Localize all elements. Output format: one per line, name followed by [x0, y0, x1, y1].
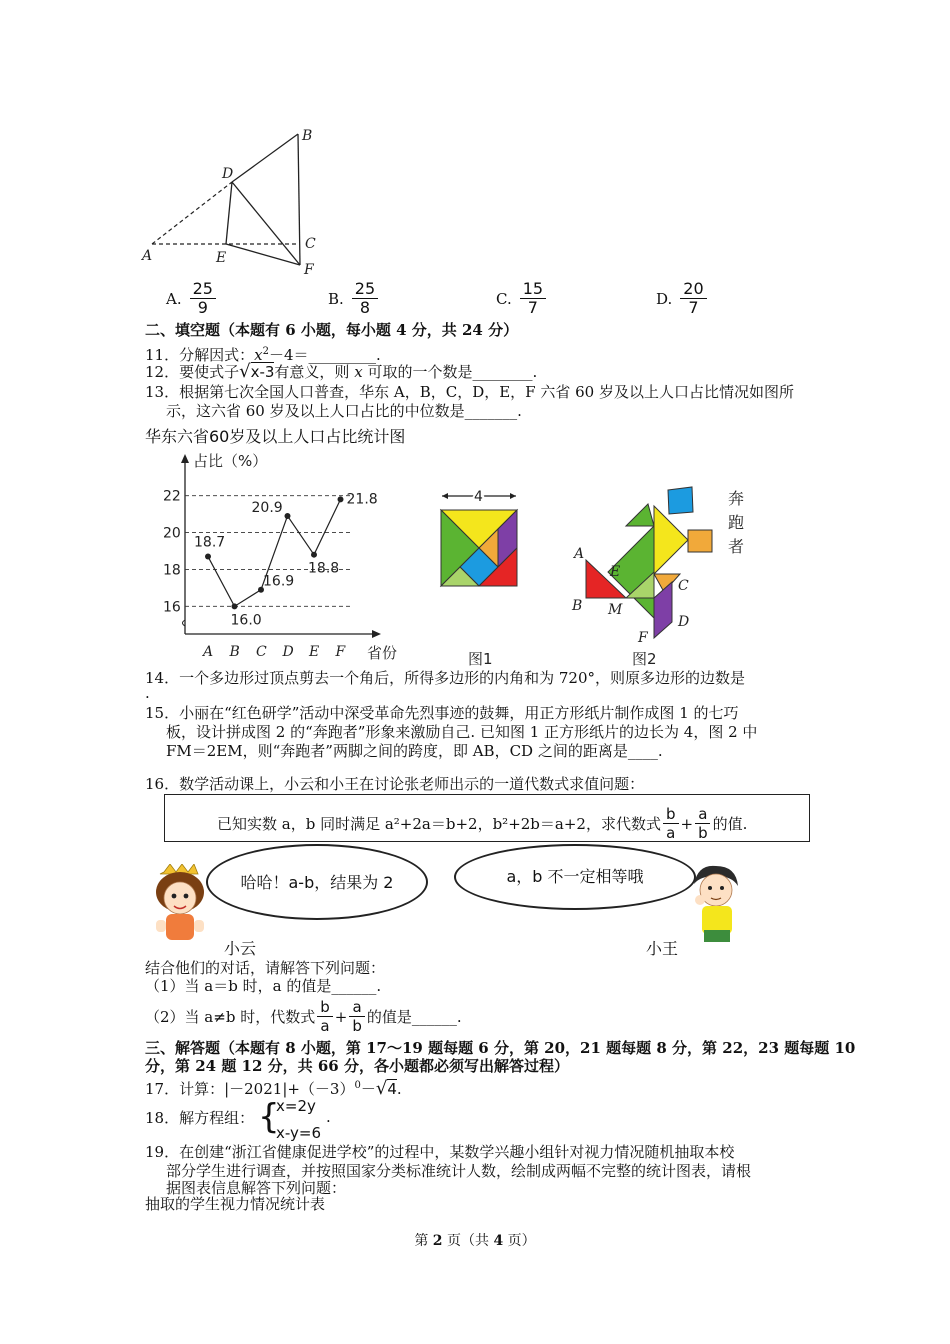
x-tick-label: F — [335, 644, 346, 660]
question-15-line3: FM＝2EM，则“奔跑者”两脚之间的跨度，即 AB，CD 之间的距离是____. — [166, 742, 663, 760]
question-16-line1: 16．数学活动课上，小云和小王在讨论张老师出示的一道代数式求值问题： — [145, 775, 645, 793]
tangram-figure-1 — [430, 486, 530, 670]
problem-text: 已知实数 a，b 同时满足 a²+2a＝b+2，b²+2b＝a+2，求代数式 — [217, 815, 661, 833]
brace-icon: { — [258, 1097, 280, 1137]
x-tick-label: E — [309, 644, 320, 660]
question-19-line1: 19．在创建“浙江省健康促进学校”的过程中，某数学兴趣小组针对视力情况随机抽取本校 — [145, 1143, 735, 1161]
xiaoyun-name: 小云 — [224, 939, 257, 958]
label-b: B — [302, 128, 313, 144]
option-b: B. $\frac{25}{8}$ — [328, 280, 380, 317]
figure-1-caption: 图1 — [468, 650, 493, 668]
data-point — [205, 554, 211, 560]
label-a: A — [142, 248, 153, 264]
option-c: C. $\frac{15}{7}$ — [496, 280, 548, 317]
data-label: 18.8 — [308, 560, 340, 577]
q16-part1: （1）当 a＝b 时，a 的值是______. — [145, 977, 382, 995]
question-12: 12．要使式子√x-3有意义，则 x 可取的一个数是________. — [145, 361, 538, 382]
dashed-line-ad — [152, 182, 232, 244]
data-point — [232, 603, 238, 609]
segment-db — [232, 134, 298, 182]
fig2-label-d: D — [678, 614, 690, 630]
section3-line2: 分，第 24 题 12 分，共 66 分，各小题都必须写出解答过程） — [145, 1057, 569, 1075]
label-d: D — [222, 166, 234, 182]
question-19-line2: 部分学生进行调查，并按照国家分类标准统计人数，绘制成两幅不完整的统计图表，请根 — [166, 1162, 752, 1180]
y-tick-label: 22 — [163, 488, 181, 505]
data-point — [285, 513, 291, 519]
q16-part2: （2）当 a≠b 时，代数式 $\frac{b}{a}$ + $\frac{a}{b}$ 的值是______. — [145, 998, 462, 1035]
data-label: 16.0 — [230, 612, 262, 629]
xiaoyun-avatar — [146, 864, 218, 948]
section2-title: 二、填空题（本题有 6 小题，每小题 4 分，共 24 分） — [145, 321, 519, 339]
question-13-line2: 示，这六省 60 岁及以上人口占比的中位数是_______. — [166, 402, 522, 420]
x-axis-label: 省份 — [367, 644, 398, 662]
runner-body-top — [654, 506, 688, 574]
equation-1: x=2y — [276, 1097, 316, 1115]
runner-title-char-2: 跑 — [728, 513, 745, 532]
question-19-line3: 据图表信息解答下列问题： — [166, 1179, 347, 1197]
question-13-line1: 13．根据第七次全国人口普查，华东 A，B，C，D，E，F 六省 60 岁及以上人口占比情况如图所 — [145, 383, 794, 401]
x-tick-label: C — [256, 644, 267, 660]
equation-2: x-y=6 — [276, 1124, 322, 1142]
runner-front-leg — [654, 582, 672, 638]
x-tick-label: B — [229, 644, 240, 660]
question-17: 17．计算：$|-2021|+(-3)^0-√4$. — [145, 1078, 402, 1099]
data-label: 16.9 — [263, 573, 295, 590]
chart-title: 华东六省60岁及以上人口占比统计图 — [145, 427, 406, 446]
label-e: E — [216, 250, 227, 266]
question-19-line4: 抽取的学生视力情况统计表 — [145, 1195, 326, 1213]
tangram-figure-2-runner — [568, 482, 758, 672]
xiaowang-name: 小王 — [646, 939, 679, 958]
y-axis-label: 占比（%） — [193, 452, 268, 470]
question-18: 18．解方程组： — [145, 1109, 255, 1127]
fig2-label-e: E — [610, 564, 621, 580]
runner-head — [668, 487, 693, 514]
problem-box: 已知实数 a，b 同时满足 a²+2a＝b+2，b²+2b＝a+2，求代数式 $\frac{b}{a}$ + $\frac{a}{b}$ 的值. — [164, 794, 810, 842]
fig2-label-a: A — [574, 546, 585, 562]
x-tick-label: A — [203, 644, 214, 660]
fig2-label-f: F — [638, 630, 648, 646]
y-tick-label: 20 — [163, 525, 181, 542]
y-axis-arrow — [181, 454, 189, 463]
side-length-label: 4 — [474, 489, 483, 505]
runner-arm-right — [688, 530, 712, 552]
question-14: 14．一个多边形过顶点剪去一个角后，所得多边形的内角和为 720°，则原多边形的边数是 — [145, 669, 745, 687]
data-point — [338, 496, 344, 502]
question-15-line1: 15．小丽在“红色研学”活动中深受革命先烈事迹的鼓舞，用正方形纸片制作成图 1 的七巧 — [145, 704, 739, 722]
fig2-label-b: B — [572, 598, 583, 614]
fig2-label-m: M — [608, 602, 623, 618]
segment-ef — [226, 244, 300, 265]
segment-bf — [298, 134, 300, 265]
question-11: 11．分解因式：$x^2-4=\_\_\_\_\_\_\_\_\_$. — [145, 346, 381, 364]
data-label: 20.9 — [251, 499, 283, 516]
xiaoyun-speech-bubble: 哈哈！a-b，结果为 2 — [206, 844, 428, 920]
label-f: F — [304, 262, 314, 278]
data-point — [311, 552, 317, 558]
data-label: 18.7 — [194, 534, 226, 551]
fig2-label-c: C — [678, 578, 689, 594]
x-axis-arrow — [372, 630, 381, 638]
data-label: 21.8 — [346, 491, 378, 508]
problem-end: 的值. — [712, 815, 748, 833]
question-15-line2: 板，设计拼成图 2 的“奔跑者”形象来激励自己. 已知图 1 正方形纸片的边长为 4，图 2 中 — [166, 723, 758, 741]
page-footer: 第 2 页（共 4 页） — [414, 1233, 536, 1249]
segment-de — [226, 182, 232, 244]
segment-df — [232, 182, 300, 265]
runner-title-char-1: 奔 — [728, 489, 745, 508]
xiaowang-avatar — [686, 862, 744, 952]
y-tick-label: 16 — [163, 599, 181, 616]
figure-2-caption: 图2 — [632, 650, 657, 668]
option-d: D. $\frac{20}{7}$ — [656, 280, 709, 317]
q16-intro: 结合他们的对话，请解答下列问题： — [145, 959, 386, 977]
geometry-figure — [140, 120, 330, 280]
runner-title-char-3: 者 — [728, 537, 745, 556]
x-tick-label: D — [282, 644, 294, 660]
question-14-tail: . — [145, 684, 150, 702]
section3-line1: 三、解答题（本题有 8 小题，第 17～19 题每题 6 分，第 20，21 题每题 8 分，第 22，23 题每题 10 — [145, 1039, 856, 1057]
label-c: C — [305, 236, 316, 252]
option-a: A. $\frac{25}{9}$ — [166, 280, 218, 317]
y-tick-label: 18 — [163, 562, 181, 579]
xiaowang-speech-bubble: a，b 不一定相等哦 — [454, 844, 696, 910]
line-chart — [145, 448, 405, 670]
runner-arm — [626, 504, 654, 526]
equation-end: . — [326, 1108, 331, 1126]
